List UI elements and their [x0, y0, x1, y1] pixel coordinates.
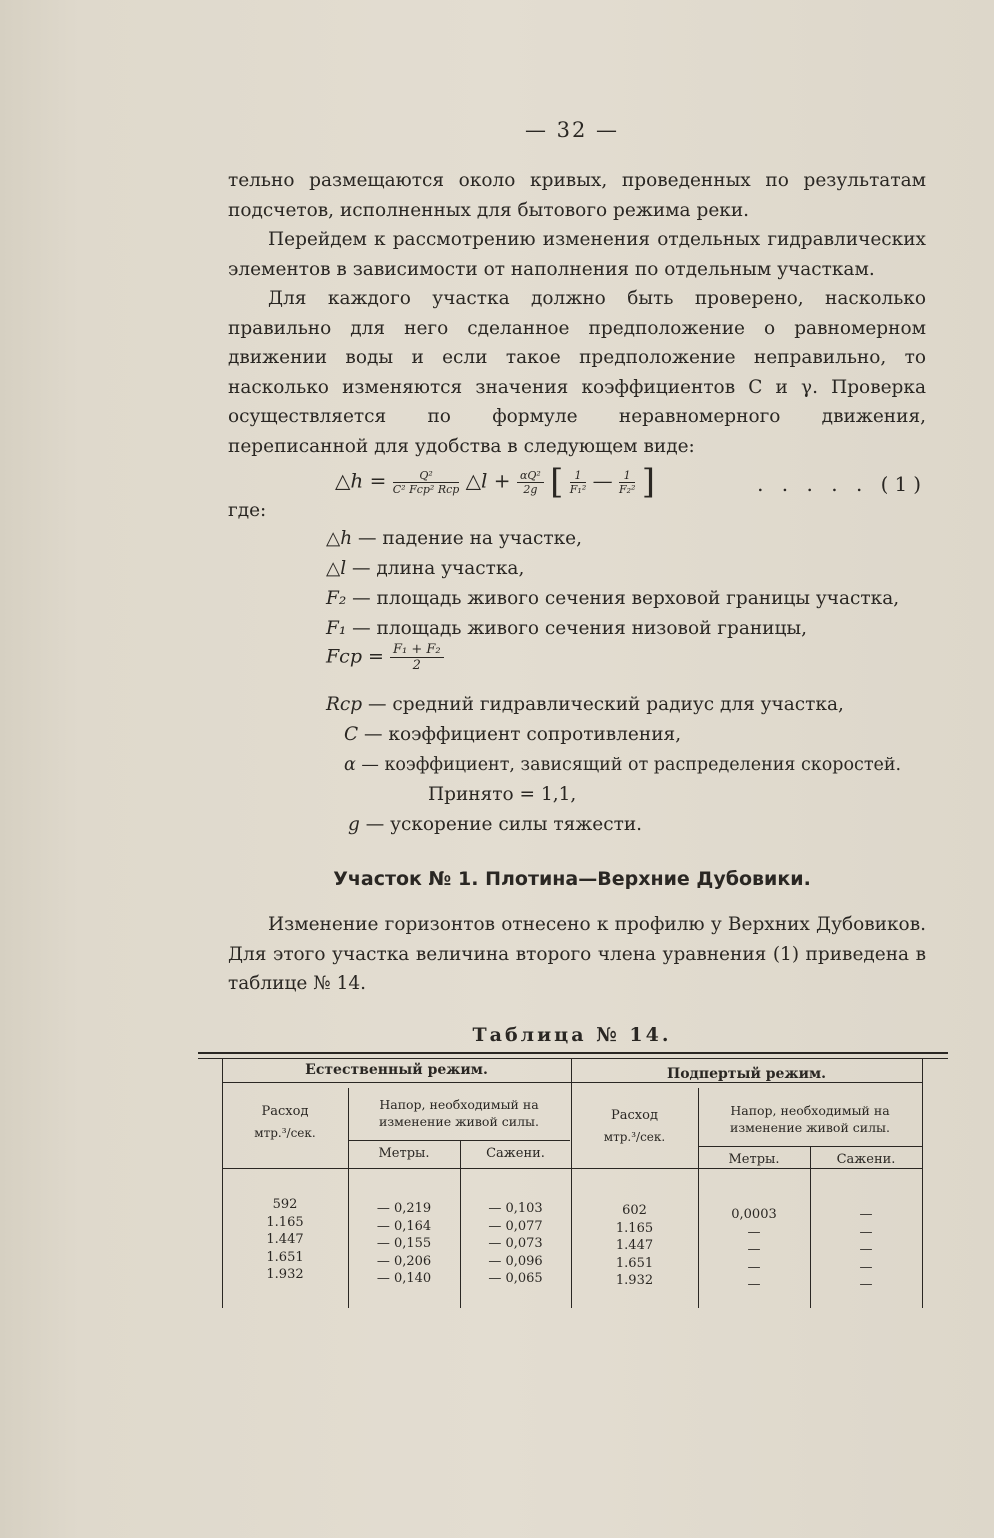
natural-flow-unit: мтр.³/сек.	[254, 1126, 316, 1140]
section-text	[228, 910, 926, 999]
table-cell: — 0,077	[488, 1218, 543, 1234]
table-cell: — 0,164	[376, 1218, 432, 1234]
section-paragraph: Изменение горизонтов отнесено к профилю у Верхних Дубовиков. Для этого участка величина второго члена уравнения (1) приведена в таблице № 14.	[228, 914, 926, 994]
table-cell: 1.165	[615, 1220, 654, 1236]
definition-item: C — коэффициент сопротивления,	[344, 724, 682, 745]
backed-regime-header: Подпертый режим.	[666, 1066, 827, 1082]
definition-item: g — ускорение силы тяжести.	[348, 814, 643, 835]
definition-item: F₁ — площадь живого сечения низовой границы,	[326, 618, 808, 639]
table-cell: 1.651	[615, 1255, 654, 1271]
table-cell: —	[859, 1207, 873, 1222]
fcp-lhs: Fcp =	[326, 645, 384, 668]
backed-head-label: Напор, необходимый на изменение живой силы.	[730, 1103, 890, 1135]
equation-1	[335, 462, 927, 510]
backed-flow-unit: мтр.³/сек.	[603, 1130, 666, 1144]
eq-frac4	[619, 469, 635, 496]
table-cell: 1.932	[266, 1267, 304, 1282]
fcp-formula	[326, 642, 444, 673]
eq-frac3	[570, 469, 586, 496]
eq-minus: —	[592, 468, 613, 493]
eq-frac4-num: 1	[619, 469, 635, 483]
paragraph-2: Перейдем к рассмотрению изменения отдельных гидравлических элементов в зависимости от наполнения по отдельным участкам.	[228, 229, 926, 280]
body-text	[228, 166, 926, 461]
definition-item: △h — падение на участке,	[326, 528, 582, 549]
natural-head-label: Напор, необходимый на изменение живой силы.	[379, 1097, 539, 1129]
section-title: Участок № 1. Плотина—Верхние Дубовики.	[333, 868, 811, 890]
table-cell: —	[747, 1259, 761, 1275]
table-cell: 1.651	[266, 1249, 304, 1265]
eq-frac3-den: F₁²	[569, 482, 587, 496]
table-cell: —	[747, 1277, 761, 1292]
eq-frac3-num: 1	[570, 469, 586, 483]
table-cell: — 0,206	[376, 1253, 432, 1269]
table-cell: 1.447	[615, 1238, 654, 1253]
eq-number: . . . . . (1)	[757, 472, 927, 496]
table-cell: 0,0003	[731, 1207, 777, 1222]
eq-bracket-close: ]	[641, 462, 656, 502]
table-title: Таблица № 14.	[472, 1024, 672, 1046]
backed-sazhen-column	[810, 1206, 922, 1294]
natural-meters-column	[348, 1200, 460, 1288]
table-cell: —	[747, 1242, 761, 1257]
natural-meters-label: Метры.	[378, 1146, 430, 1161]
backed-flow-column	[571, 1202, 698, 1290]
backed-flow-label: Расход	[611, 1108, 658, 1123]
table-cell: — 0,103	[488, 1201, 543, 1216]
definition-item: △l — длина участка,	[326, 558, 525, 579]
natural-regime-header: Естественный режим.	[305, 1062, 488, 1078]
eq-frac1-num: Q²	[393, 469, 460, 483]
table-cell: — 0,073	[488, 1236, 543, 1251]
definition-item: F₂ — площадь живого сечения верховой границы участка,	[326, 588, 900, 609]
table-cell: —	[747, 1224, 761, 1240]
table-cell: — 0,096	[488, 1253, 543, 1269]
table-cell: — 0,219	[376, 1201, 432, 1216]
table-cell: 1.447	[266, 1232, 304, 1247]
eq-frac2-num: αQ²	[517, 469, 544, 483]
table-cell: 592	[272, 1197, 298, 1212]
definition-item: α — коэффициент, зависящий от распределения скоростей.	[344, 755, 902, 775]
natural-sazhen-label: Сажени.	[486, 1146, 545, 1161]
natural-flow-label: Расход	[261, 1104, 309, 1119]
definition-item: Принято = 1,1,	[428, 784, 577, 805]
eq-frac4-den: F₂²	[618, 482, 636, 496]
eq-frac2	[517, 469, 544, 496]
eq-frac2-den: 2g	[523, 482, 538, 496]
table-cell: —	[859, 1224, 873, 1240]
fcp-den: 2	[412, 658, 421, 673]
fcp-frac	[390, 642, 444, 673]
eq-bracket-open: [	[550, 462, 564, 502]
natural-sazhen-column	[460, 1200, 571, 1288]
backed-meters-column	[698, 1206, 810, 1294]
backed-sazhen-label: Сажени.	[836, 1152, 896, 1167]
natural-flow-column	[222, 1196, 348, 1284]
eq-frac1	[393, 469, 460, 496]
table-cell: —	[859, 1259, 873, 1275]
eq-lhs: △h =	[335, 468, 387, 493]
fcp-num: F₁ + F₂	[390, 642, 444, 658]
table-cell: —	[859, 1242, 873, 1257]
table-cell: — 0,140	[376, 1271, 432, 1286]
table-14	[198, 1052, 948, 1308]
definition-item: Rcp — средний гидравлический радиус для участка,	[326, 694, 844, 715]
eq-frac1-den: C² Fср² Rcp	[392, 482, 460, 496]
table-cell: —	[859, 1277, 873, 1292]
definitions-list	[326, 524, 926, 644]
table-cell: — 0,065	[488, 1271, 543, 1286]
page-number: — 32 —	[524, 118, 620, 142]
where-label: где:	[228, 500, 267, 521]
table-cell: 602	[622, 1203, 647, 1218]
eq-dl: △l +	[465, 468, 511, 493]
table-cell: 1.165	[266, 1214, 304, 1230]
backed-meters-label: Метры.	[728, 1152, 780, 1167]
table-cell: 1.932	[615, 1273, 654, 1288]
paragraph-1: тельно размещаются около кривых, проведенных по результатам подсчетов, исполненных для бытового режима реки.	[228, 170, 926, 221]
table-cell: — 0,155	[376, 1236, 432, 1251]
paragraph-3: Для каждого участка должно быть проверено, насколько правильно для него сделанное предположение о равномерном движении воды и если такое предположение неправильно, то насколько изменяются значения коэффициентов C и γ. Проверка осуществляется по формуле неравномерного движения, переписанной для удобства в следующем виде:	[228, 288, 926, 457]
definitions-list-2	[326, 690, 926, 840]
